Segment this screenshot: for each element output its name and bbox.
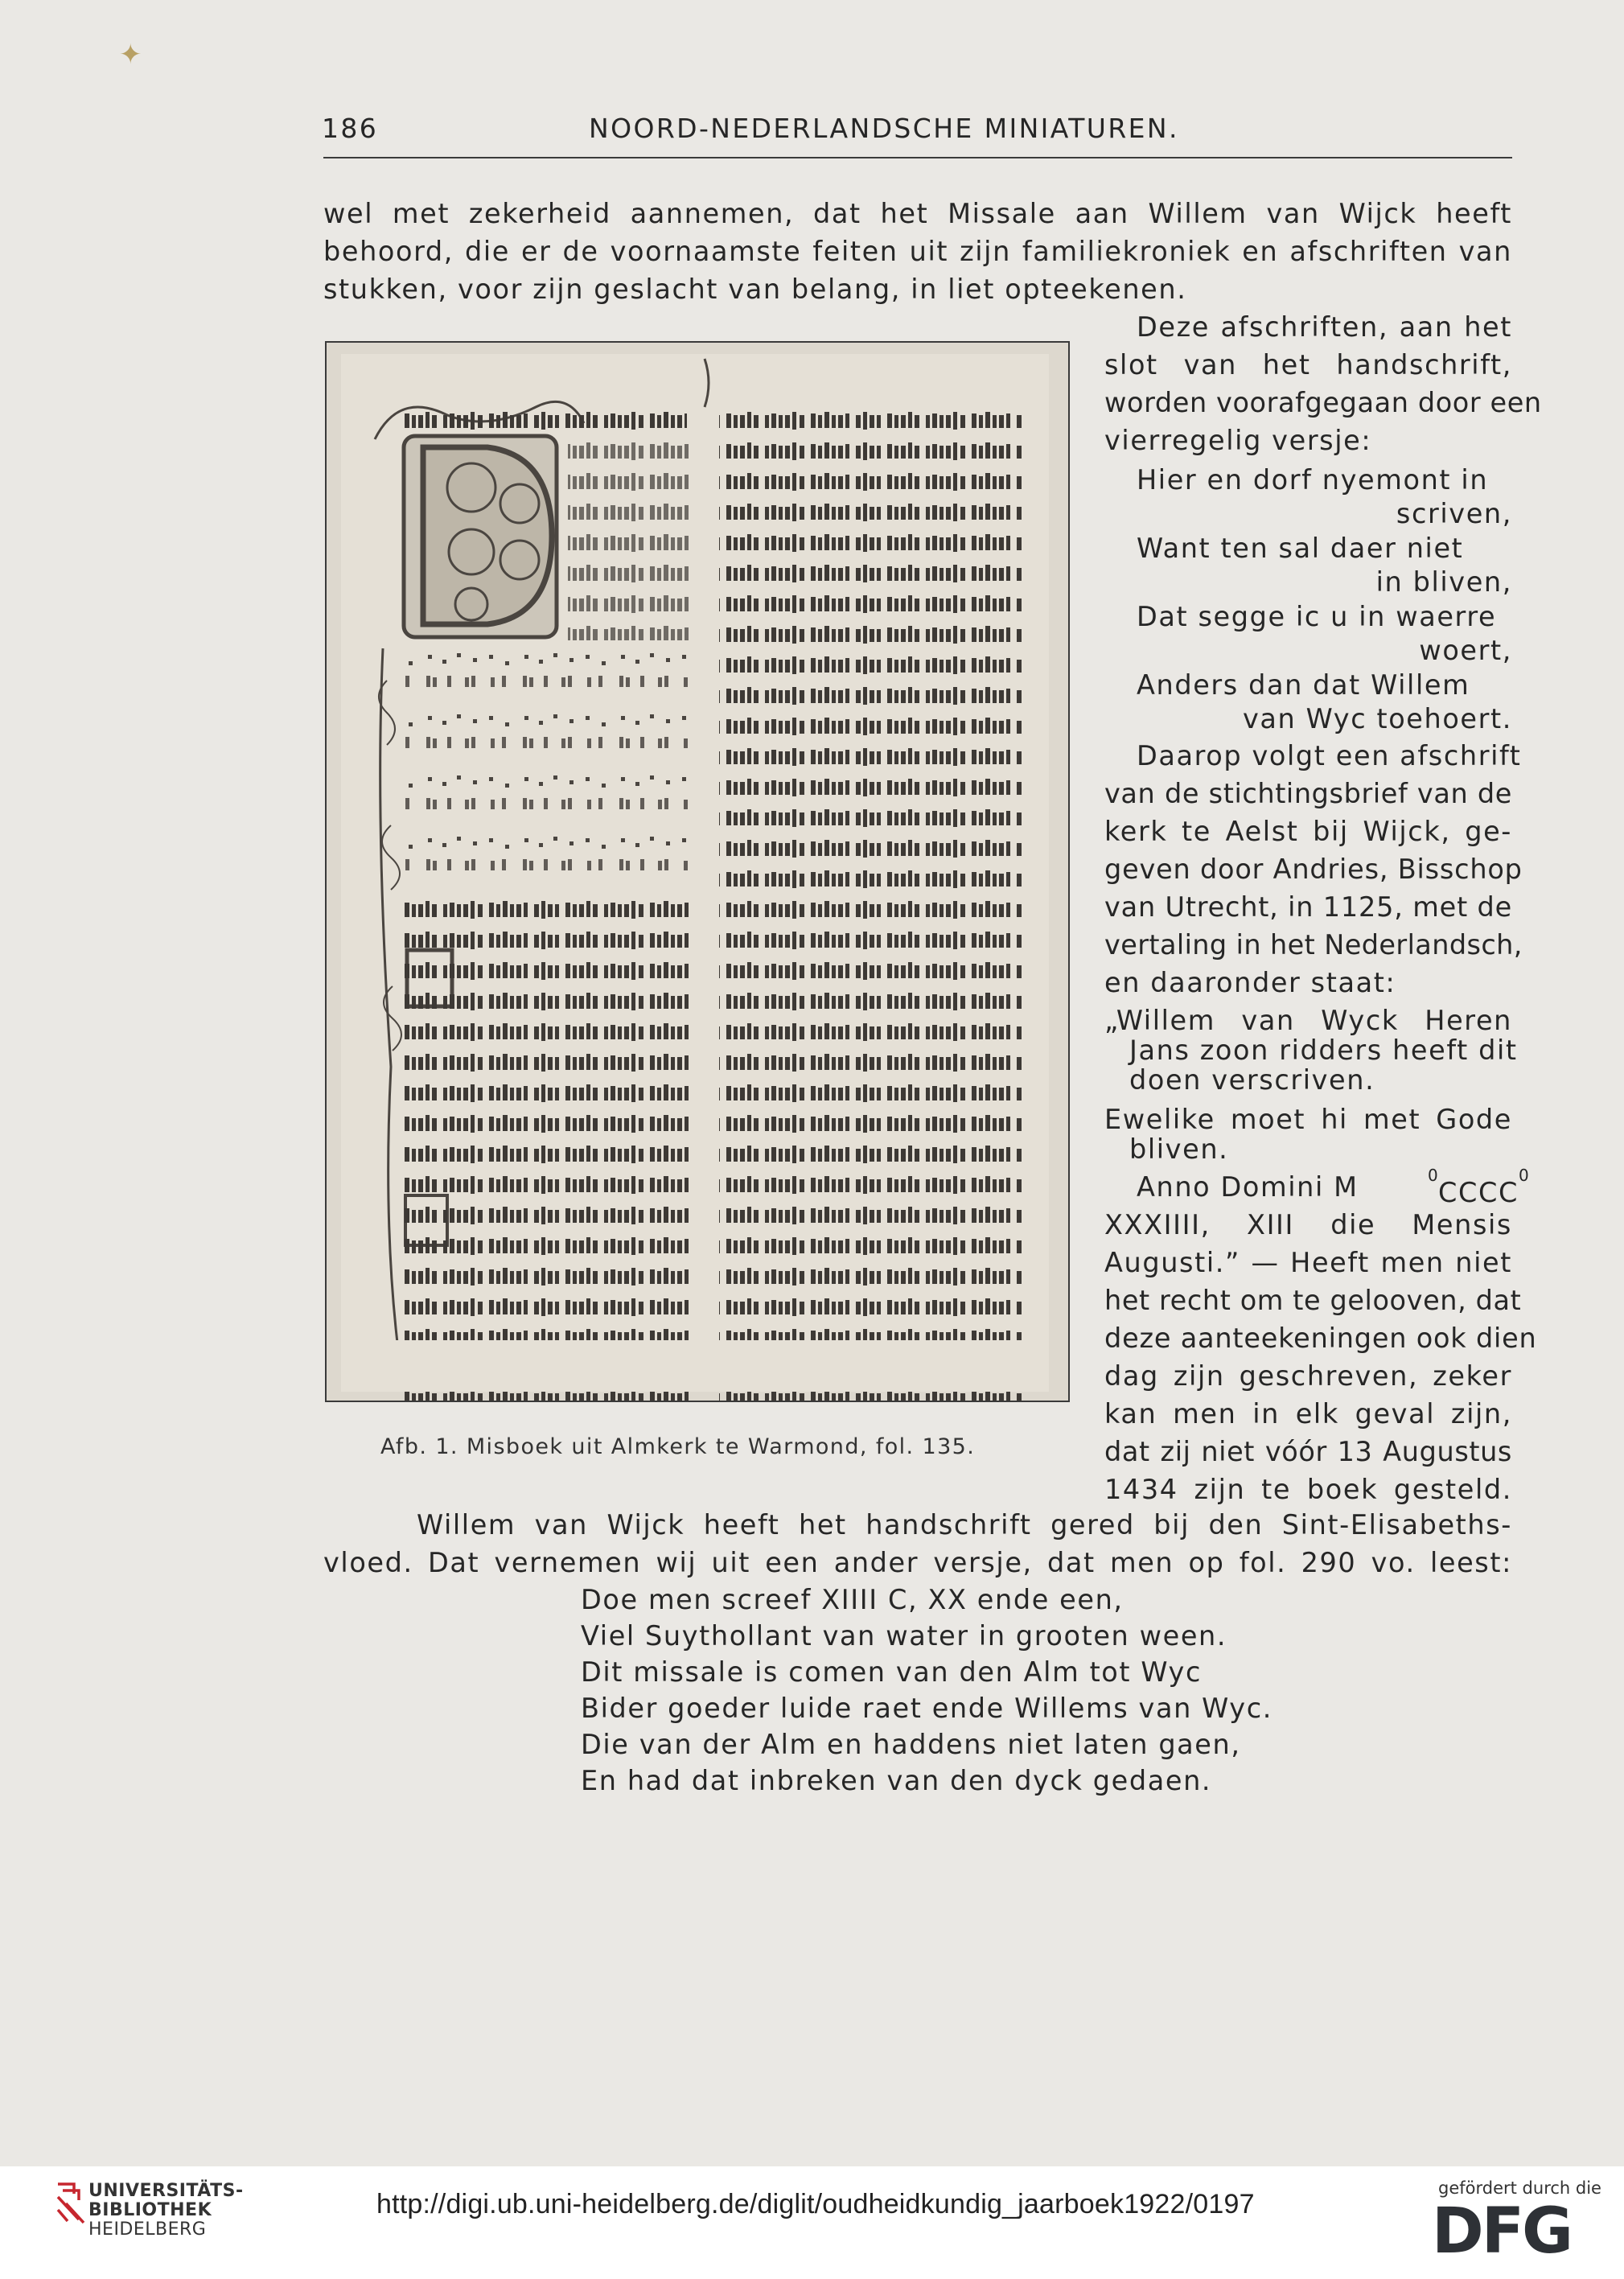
quote-line-4: Ewelike moet hi met Gode bbox=[1104, 1104, 1512, 1135]
library-line-2: BIBLIOTHEK bbox=[88, 2200, 212, 2220]
quote-line-2: Jans zoon ridders heeft dit bbox=[1129, 1035, 1518, 1066]
full-line-1: Willem van Wijck heeft het handschrift gered bij den Sint-Elisabeths- bbox=[417, 1509, 1512, 1541]
ub-heidelberg-logo-icon bbox=[55, 2179, 87, 2228]
verse1-line-6: woert, bbox=[1419, 635, 1512, 666]
rc-line-2: slot van het handschrift, bbox=[1104, 349, 1512, 381]
library-line-3: HEIDELBERG bbox=[88, 2219, 207, 2240]
verse2-line-1: Doe men screef XIIII C, XX ende een, bbox=[581, 1584, 1124, 1615]
running-header bbox=[322, 113, 1511, 151]
manuscript-illustration bbox=[325, 341, 1070, 1402]
page-number: 186 bbox=[322, 113, 379, 144]
rc2-line-6: vertaling in het Nederlandsch, bbox=[1104, 929, 1523, 961]
intro-line-3: stukken, voor zijn geslacht van belang, in liet opteekenen. bbox=[323, 274, 1187, 305]
superscript-zero-2: 0 bbox=[1518, 1166, 1531, 1185]
rc2-line-4: geven door Andries, Bisschop bbox=[1104, 854, 1523, 885]
bookmark-mark: ✦ bbox=[119, 39, 142, 71]
rc2-line-7: en daaronder staat: bbox=[1104, 967, 1396, 998]
verse2-line-3: Dit missale is comen van den Alm tot Wyc bbox=[581, 1656, 1202, 1688]
verse1-line-8: van Wyc toehoert. bbox=[1243, 703, 1512, 734]
verse1-line-2: scriven, bbox=[1396, 498, 1512, 529]
manuscript-photo bbox=[327, 343, 1068, 1401]
header-rule bbox=[323, 157, 1512, 158]
full-line-2: vloed. Dat vernemen wij uit een ander versje, dat men op fol. 290 vo. leest: bbox=[323, 1547, 1512, 1578]
verse2-line-4: Bider goeder luide raet ende Willems van Wyc. bbox=[581, 1693, 1273, 1724]
quote-line-1: „Willem van Wyck Heren bbox=[1104, 1005, 1512, 1036]
rc2-line-1: Daarop volgt een afschrift bbox=[1137, 740, 1522, 771]
verse1-line-4: in bliven, bbox=[1375, 566, 1512, 598]
rc3-line-5: dat zij niet vóór 13 Augustus bbox=[1104, 1436, 1512, 1467]
verse1-line-5: Dat segge ic u in waerre bbox=[1137, 601, 1497, 632]
rc3-line-3: dag zijn geschreven, zeker bbox=[1104, 1360, 1512, 1392]
verse1-line-3: Want ten sal daer niet bbox=[1137, 533, 1464, 564]
anno-domini: Anno Domini M bbox=[1137, 1171, 1359, 1203]
quote-line-5: bliven. bbox=[1129, 1133, 1229, 1165]
quote-line-7: XXXIIII, XIII die Mensis bbox=[1104, 1209, 1512, 1240]
dfg-logo: DFG bbox=[1432, 2195, 1572, 2268]
rc2-line-5: van Utrecht, in 1125, met de bbox=[1104, 891, 1512, 923]
verse1-line-1: Hier en dorf nyemont in bbox=[1137, 464, 1489, 496]
rc-line-4: vierregelig versje: bbox=[1104, 425, 1372, 456]
verse2-line-5: Die van der Alm en haddens niet laten gaen, bbox=[581, 1729, 1241, 1760]
quote-line-3: doen verscriven. bbox=[1129, 1064, 1375, 1096]
verse2-line-2: Viel Suythollant van water in grooten ween. bbox=[581, 1620, 1227, 1652]
rc3-line-2: deze aanteekeningen ook dien bbox=[1104, 1323, 1537, 1354]
permalink-url[interactable]: http://digi.ub.uni-heidelberg.de/diglit/oudheidkundig_jaarboek1922/0197 bbox=[376, 2189, 1255, 2219]
rc3-line-4: kan men in elk geval zijn, bbox=[1104, 1398, 1512, 1430]
intro-line-1: wel met zekerheid aannemen, dat het Missale aan Willem van Wijck heeft bbox=[323, 198, 1512, 229]
figure-caption: Afb. 1. Misboek uit Almkerk te Warmond, fol. 135. bbox=[380, 1434, 976, 1459]
rc-line-1: Deze afschriften, aan het bbox=[1137, 311, 1512, 343]
footer-bar bbox=[0, 2166, 1624, 2279]
rc3-line-6: 1434 zijn te boek gesteld. bbox=[1104, 1474, 1512, 1505]
running-title: NOORD-NEDERLANDSCHE MINIATUREN. bbox=[589, 113, 1179, 144]
library-name bbox=[88, 2182, 244, 2240]
rc2-line-3: kerk te Aelst bij Wijck, ge- bbox=[1104, 816, 1512, 847]
superscript-zero: 0 bbox=[1428, 1166, 1440, 1185]
verse2-line-6: En had dat inbreken van den dyck gedaen. bbox=[581, 1765, 1212, 1796]
sponsor-label: gefördert durch die bbox=[1438, 2178, 1601, 2198]
library-line-1: UNIVERSITÄTS- bbox=[88, 2181, 244, 2201]
verse1-line-7: Anders dan dat Willem bbox=[1137, 669, 1470, 701]
quote-line-8: Augusti.” — Heeft men niet bbox=[1104, 1247, 1512, 1278]
rc-line-3: worden voorafgegaan door een bbox=[1104, 387, 1542, 418]
cccc-text: CCCC bbox=[1438, 1177, 1519, 1209]
rc2-line-2: van de stichtingsbrief van de bbox=[1104, 778, 1512, 809]
rc3-line-1: het recht om te gelooven, dat bbox=[1104, 1285, 1522, 1316]
intro-line-2: behoord, die er de voornaamste feiten uit zijn familiekroniek en afschriften van bbox=[323, 236, 1512, 267]
